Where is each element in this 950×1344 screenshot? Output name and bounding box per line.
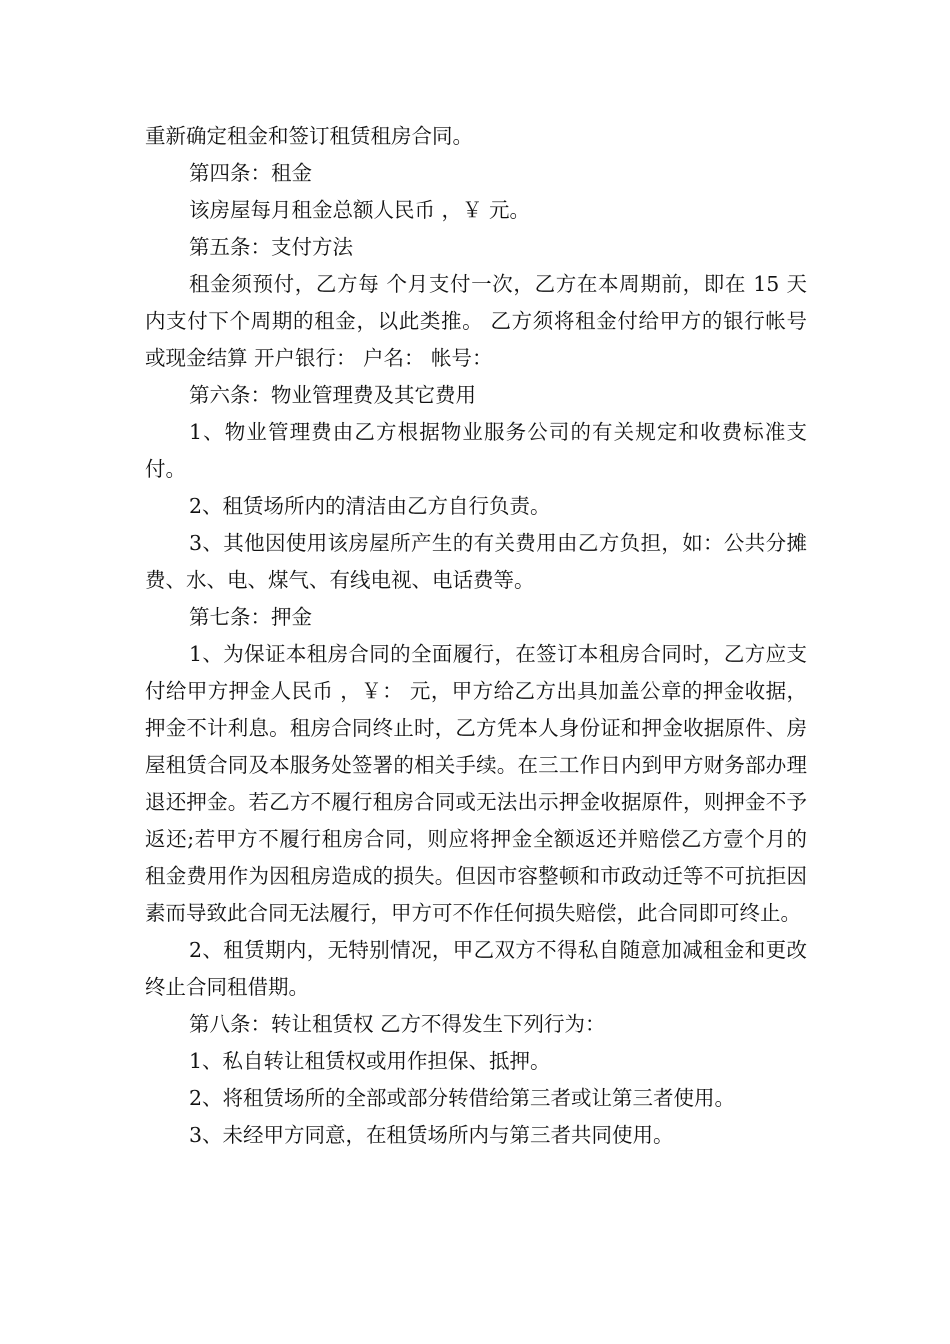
property-fee-item-3: 3、其他因使用该房屋所产生的有关费用由乙方负担，如：公共分摊费、水、电、煤气、有线电视、电话费等。 — [145, 531, 807, 592]
deposit-item-1: 1、为保证本租房合同的全面履行，在签订本租房合同时，乙方应支付给甲方押金人民币 ，￥： 元，甲方给乙方出具加盖公章的押金收据，押金不计利息。租房合同终止时，乙方凭本人身份证和押金收据原件、房屋租赁合同及本服务处签署的相关手续。在三工作日内到甲方财务部办理退还押金。若乙方不履行租房合同或无法出示押金收据原件，则押金不予返还;若甲方不履行租房合同，则应将押金全额返还并赔偿乙方壹个月的租金费用作为因租房造成的损失。但因市容整顿和市政动迁等不可抗拒因素而导致此合同无法履行，甲方可不作任何损失赔偿，此合同即可终止。 — [145, 642, 807, 925]
article-8-heading: 第八条：转让租赁权 乙方不得发生下列行为： — [189, 1012, 606, 1036]
article-7-heading: 第七条：押金 — [189, 605, 312, 629]
deposit-item-2: 2、租赁期内，无特别情况，甲乙双方不得私自随意加减租金和更改终止合同租借期。 — [145, 938, 807, 999]
transfer-item-1: 1、私自转让租赁权或用作担保、抵押。 — [189, 1049, 551, 1073]
transfer-item-2: 2、将租赁场所的全部或部分转借给第三者或让第三者使用。 — [189, 1086, 736, 1110]
payment-method-paragraph: 租金须预付，乙方每 个月支付一次，乙方在本周期前，即在 15 天内支付下个周期的租金，以此类推。 乙方须将租金付给甲方的银行帐号或现金结算 开户银行： 户名： 帐号： — [145, 272, 807, 370]
transfer-item-3: 3、未经甲方同意，在租赁场所内与第三者共同使用。 — [189, 1123, 674, 1147]
document-body — [145, 118, 807, 1154]
rent-amount-paragraph: 该房屋每月租金总额人民币 ，￥ 元。 — [189, 198, 531, 222]
paragraph-continuation: 重新确定租金和签订租赁租房合同。 — [145, 124, 473, 148]
property-fee-item-2: 2、租赁场所内的清洁由乙方自行负责。 — [189, 494, 551, 518]
article-6-heading: 第六条：物业管理费及其它费用 — [189, 383, 476, 407]
property-fee-item-1: 1、物业管理费由乙方根据物业服务公司的有关规定和收费标准支付。 — [145, 420, 807, 481]
article-4-heading: 第四条：租金 — [189, 161, 312, 185]
article-5-heading: 第五条：支付方法 — [189, 235, 353, 259]
